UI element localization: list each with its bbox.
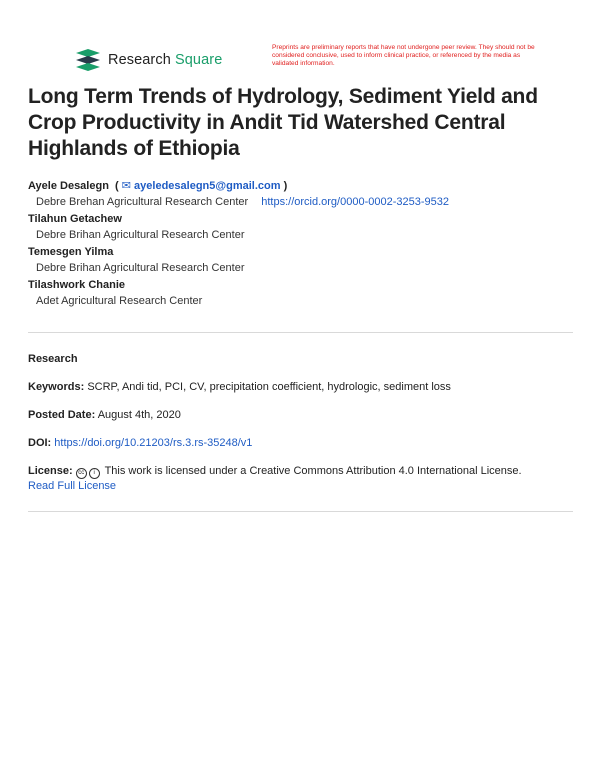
author-name: Ayele Desalegn (28, 180, 109, 192)
author-name: Tilashwork Chanie (28, 279, 125, 291)
metadata-section (28, 352, 578, 494)
doi-label: DOI: (28, 437, 52, 449)
author-affiliation: Debre Brihan Agricultural Research Center (36, 229, 245, 241)
brand-part1: Research (108, 52, 171, 68)
header (74, 44, 544, 76)
author-item (28, 278, 578, 309)
brand-part2: Square (175, 52, 223, 68)
author-affiliation (28, 194, 578, 210)
posted-date-label: Posted Date: (28, 409, 96, 421)
affiliation-text: Debre Brehan Agricultural Research Center (36, 196, 249, 208)
keywords-value: SCRP, Andi tid, PCI, CV, precipitation coefficient, hydrologic, sediment loss (87, 381, 451, 393)
divider (28, 332, 573, 333)
author-item (28, 179, 578, 210)
read-license-row (28, 479, 578, 494)
author-item (28, 212, 578, 243)
research-square-logo[interactable] (74, 49, 222, 71)
author-list (28, 179, 578, 311)
cc-icon: cc (76, 468, 87, 479)
keywords-row (28, 380, 578, 395)
paper-title: Long Term Trends of Hydrology, Sediment Yield and Crop Productivity in Andit Tid Watershed Central Highlands of Ethiopia (28, 85, 538, 160)
keywords-label: Keywords: (28, 381, 85, 393)
author-affiliation: Adet Agricultural Research Center (36, 295, 203, 307)
license-text: This work is licensed under a Creative Commons Attribution 4.0 International License. (104, 465, 522, 477)
research-square-logo-icon (74, 49, 102, 71)
author-email-link[interactable]: ✉ ayeledesalegn5@gmail.com (121, 180, 281, 192)
posted-date-value: August 4th, 2020 (97, 409, 181, 421)
author-item (28, 245, 578, 276)
author-name: Tilahun Getachew (28, 213, 122, 225)
divider (28, 511, 573, 512)
attribution-icon: i (89, 468, 100, 479)
author-email[interactable]: ayeledesalegn5@gmail.com (134, 180, 281, 192)
author-name: Temesgen Yilma (28, 246, 114, 258)
preprint-notice: Preprints are preliminary reports that have not undergone peer review. They should not be considered conclusive, used to inform clinical practice, or referenced by the media as validated information. (272, 44, 535, 68)
author-name-line: Ayele Desalegn ( ✉ ayeledesalegn5@gmail.com ) (28, 180, 288, 192)
license-row (28, 464, 578, 479)
read-full-license-link[interactable]: Read Full License (28, 480, 117, 492)
article-type: Research (28, 353, 78, 365)
author-affiliation: Debre Brihan Agricultural Research Center (36, 262, 245, 274)
license-label: License: (28, 465, 73, 477)
doi-link[interactable]: https://doi.org/10.21203/rs.3.rs-35248/v1 (54, 437, 253, 449)
orcid-link[interactable]: https://orcid.org/0000-0002-3253-9532 (261, 196, 449, 208)
brand-name (108, 52, 222, 68)
doi-row (28, 436, 578, 451)
posted-date-row (28, 408, 578, 423)
